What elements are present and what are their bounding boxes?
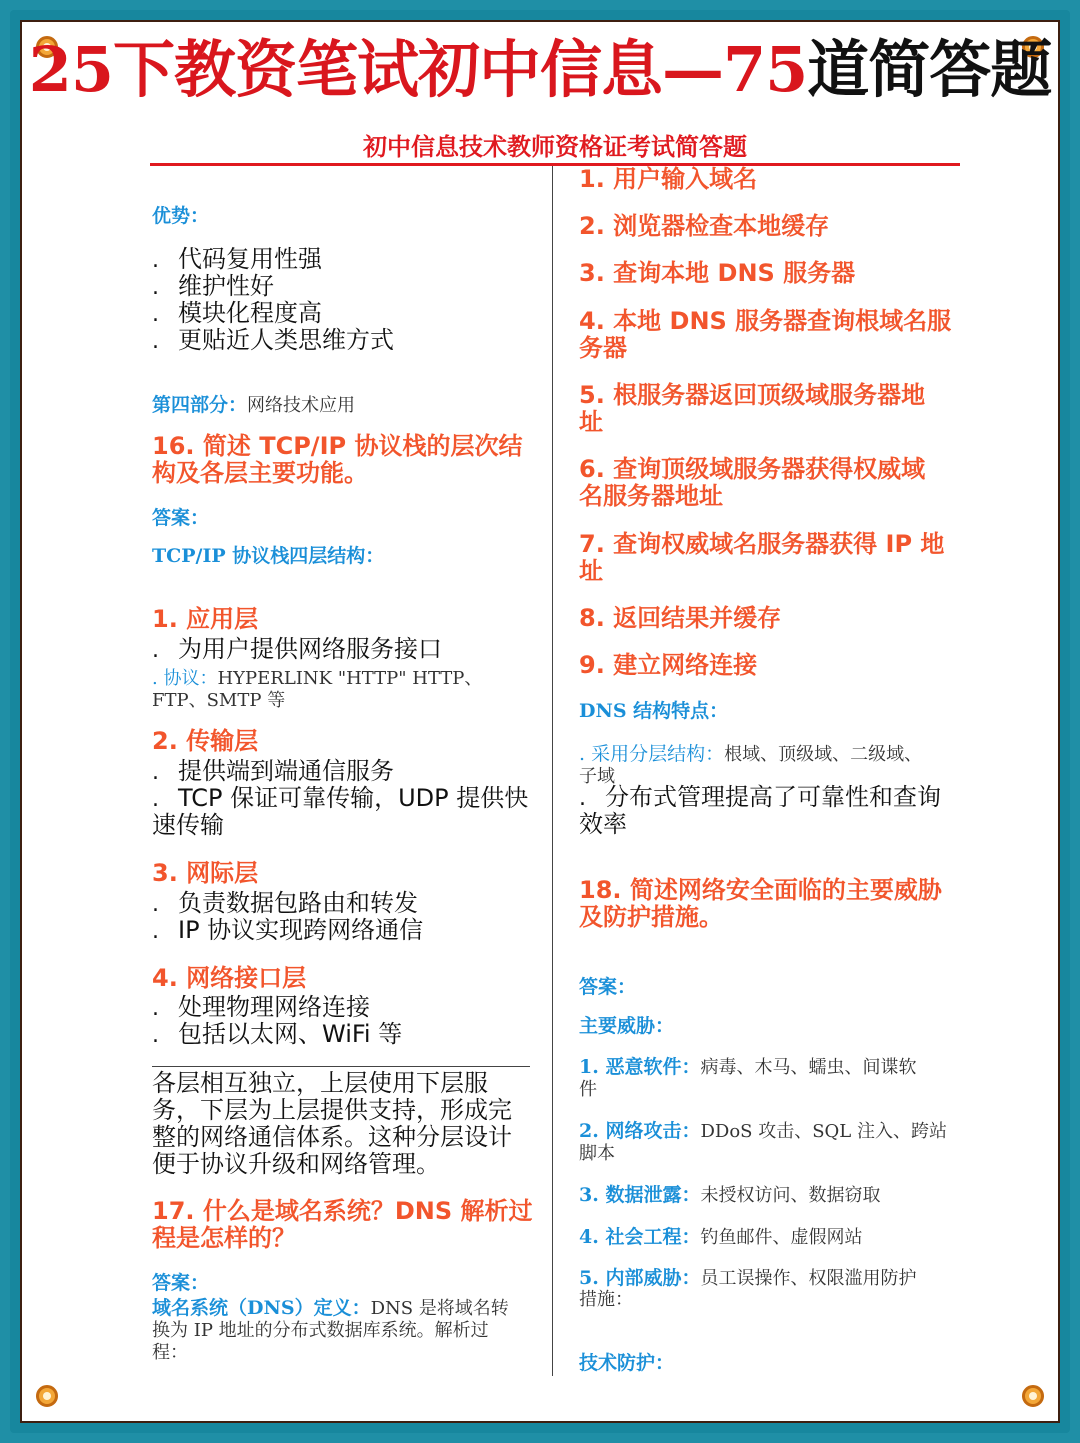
question-17: 17. 什么是域名系统？DNS 解析过 xyxy=(152,1197,533,1225)
page-title xyxy=(0,34,1080,106)
distributed-item: 分布式管理提高了可靠性和查询 xyxy=(605,783,941,811)
layer-item: 负责数据包路由和转发 xyxy=(178,889,418,917)
layer-item: 处理物理网络连接 xyxy=(178,993,370,1021)
summary-line: 便于协议升级和网络管理。 xyxy=(152,1150,440,1178)
corner-ornament-icon xyxy=(36,1385,58,1407)
dns-step: 1. 用户输入域名 xyxy=(579,165,758,193)
layer-title: 4. 网络接口层 xyxy=(152,964,307,992)
layer-item-cont: 速传输 xyxy=(152,811,224,839)
bullet-dot: . xyxy=(152,919,159,944)
bullet-dot: . xyxy=(152,329,159,354)
dns-step: 7. 查询权威域名服务器获得 IP 地 xyxy=(579,530,945,558)
question-18: 18. 简述网络安全面临的主要威胁 xyxy=(579,876,942,904)
dns-step-cont: 址 xyxy=(579,408,603,436)
bullet-dot: . xyxy=(152,248,159,273)
layer-protocols-cont: FTP、SMTP 等 xyxy=(152,690,286,711)
threat-item-cont: 件 xyxy=(579,1079,597,1100)
dns-step: 5. 根服务器返回顶级域服务器地 xyxy=(579,381,926,409)
title-black-part: 道简答题 xyxy=(807,33,1052,106)
layered-structure: . 采用分层结构：根域、顶级域、二级域、 xyxy=(579,743,923,765)
dns-step-cont: 址 xyxy=(579,557,603,585)
dns-definition-cont: 换为 IP 地址的分布式数据库系统。解析过 xyxy=(152,1320,489,1341)
title-red-part: 25下教资笔试初中信息—75 xyxy=(28,33,808,106)
layer-item: TCP 保证可靠传输，UDP 提供快 xyxy=(178,784,529,812)
summary-line: 各层相互独立，上层使用下层服 xyxy=(152,1069,488,1097)
bullet-dot: . xyxy=(152,302,159,327)
summary-line: 务，下层为上层提供支持，形成完 xyxy=(152,1096,512,1124)
layer-item: 提供端到端通信服务 xyxy=(178,757,394,785)
dns-step-cont: 名服务器地址 xyxy=(579,482,723,510)
answer-label: 答案： xyxy=(152,1272,210,1294)
bullet-dot: . xyxy=(152,1023,159,1048)
layer-item: IP 协议实现跨网络通信 xyxy=(178,916,424,944)
question-17-cont: 程是怎样的？ xyxy=(152,1224,296,1252)
threat-item: 1. 恶意软件：病毒、木马、蠕虫、间谍软 xyxy=(579,1056,917,1078)
subtitle: 初中信息技术教师资格证考试简答题 xyxy=(363,133,747,161)
advantage-label: 优势： xyxy=(152,205,210,227)
bullet-dot: . xyxy=(579,786,586,811)
summary-line: 整的网络通信体系。这种分层设计 xyxy=(152,1123,512,1151)
corner-ornament-icon xyxy=(1022,1385,1044,1407)
layer-title: 1. 应用层 xyxy=(152,605,259,633)
bullet-dot: . xyxy=(152,638,159,663)
advantage-item: 更贴近人类思维方式 xyxy=(178,326,394,354)
dns-step-cont: 务器 xyxy=(579,334,627,362)
advantage-item: 维护性好 xyxy=(178,272,274,300)
question-18-cont: 及防护措施。 xyxy=(579,903,723,931)
tcp-structure-label: TCP/IP 协议栈四层结构： xyxy=(152,545,385,567)
dns-step: 9. 建立网络连接 xyxy=(579,651,758,679)
threat-item: 3. 数据泄露：未授权访问、数据窃取 xyxy=(579,1184,881,1206)
question-16-cont: 构及各层主要功能。 xyxy=(152,459,368,487)
divider-line xyxy=(152,1066,530,1067)
layer-title: 2. 传输层 xyxy=(152,727,259,755)
threat-item: 4. 社会工程：钓鱼邮件、虚假网站 xyxy=(579,1226,863,1248)
dns-structure-label: DNS 结构特点： xyxy=(579,700,729,722)
threat-item-cont: 措施： xyxy=(579,1289,633,1310)
dns-step: 4. 本地 DNS 服务器查询根域名服 xyxy=(579,307,952,335)
tech-protection-label: 技术防护： xyxy=(579,1352,675,1374)
column-divider xyxy=(552,166,553,1376)
layer-protocols: . 协议：HYPERLINK "HTTP" HTTP、 xyxy=(152,668,483,689)
dns-definition-cont: 程： xyxy=(152,1342,188,1363)
bullet-dot: . xyxy=(152,275,159,300)
layer-title: 3. 网际层 xyxy=(152,859,259,887)
dns-step: 3. 查询本地 DNS 服务器 xyxy=(579,259,856,287)
threat-item-cont: 脚本 xyxy=(579,1143,615,1164)
advantage-item: 代码复用性强 xyxy=(178,245,322,273)
question-16: 16. 简述 TCP/IP 协议栈的层次结 xyxy=(152,432,523,460)
threat-item: 2. 网络攻击：DDoS 攻击、SQL 注入、跨站 xyxy=(579,1120,947,1142)
dns-step: 6. 查询顶级域服务器获得权威域 xyxy=(579,455,926,483)
layer-item: 包括以太网、WiFi 等 xyxy=(178,1020,403,1048)
subtitle-rule xyxy=(150,163,960,166)
dns-step: 2. 浏览器检查本地缓存 xyxy=(579,212,830,240)
distributed-item-cont: 效率 xyxy=(579,810,627,838)
threats-label: 主要威胁： xyxy=(579,1015,675,1037)
bullet-dot: . xyxy=(152,892,159,917)
bullet-dot: . xyxy=(152,760,159,785)
threat-item: 5. 内部威胁：员工误操作、权限滥用防护 xyxy=(579,1267,917,1289)
section-heading: 第四部分：网络技术应用 xyxy=(152,394,356,416)
dns-step: 8. 返回结果并缓存 xyxy=(579,604,782,632)
layered-structure-cont: 子域 xyxy=(579,766,615,787)
advantage-item: 模块化程度高 xyxy=(178,299,322,327)
bullet-dot: . xyxy=(152,996,159,1021)
answer-label: 答案： xyxy=(579,976,637,998)
layer-item: 为用户提供网络服务接口 xyxy=(178,635,442,663)
bullet-dot: . xyxy=(152,787,159,812)
dns-definition: 域名系统（DNS）定义：DNS 是将域名转 xyxy=(152,1297,509,1319)
answer-label: 答案： xyxy=(152,507,210,529)
